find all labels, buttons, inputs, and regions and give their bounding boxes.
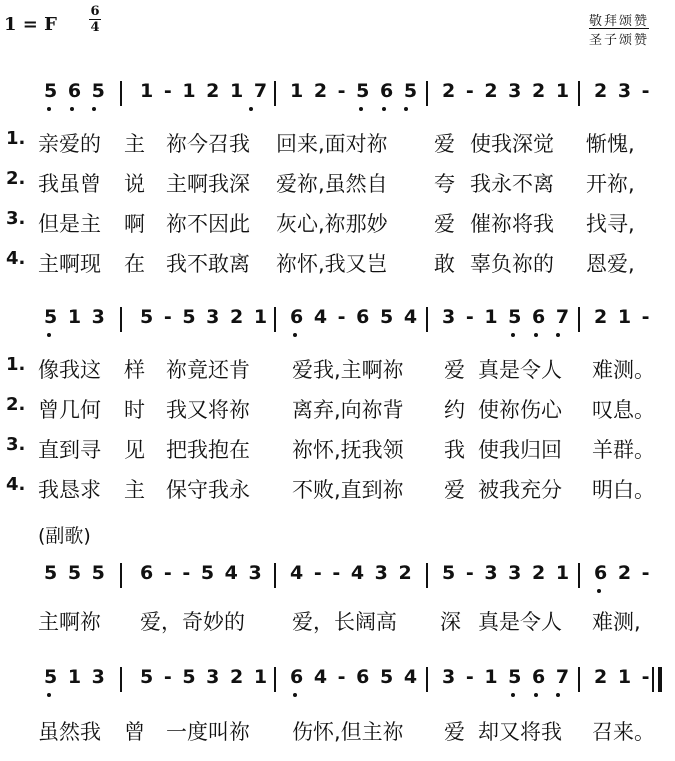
low-octave-dot bbox=[47, 333, 51, 337]
low-octave-dot bbox=[556, 333, 560, 337]
verse-number: 1. bbox=[6, 128, 26, 149]
lyric-word: 不败,直到祢 bbox=[292, 478, 404, 502]
lyric-word: 催祢将我 bbox=[470, 212, 554, 236]
low-octave-dot bbox=[597, 589, 601, 593]
measure: 4 - - 4 3 2 bbox=[290, 562, 414, 584]
lyric-word: 开祢, bbox=[586, 172, 635, 196]
final-bar-line-thin bbox=[652, 667, 654, 692]
measure: 6 4 - 6 5 4 bbox=[290, 666, 420, 688]
verse-number: 4. bbox=[6, 474, 26, 495]
low-octave-dot bbox=[293, 693, 297, 697]
lyric-word: 恩爱, bbox=[586, 252, 635, 276]
low-octave-dot bbox=[511, 333, 515, 337]
verse-number: 1. bbox=[6, 354, 26, 375]
lyric-word: 约 bbox=[444, 398, 465, 422]
lyric-word: 明白。 bbox=[592, 478, 655, 502]
low-octave-dot bbox=[556, 693, 560, 697]
lyric-word: 祢不因此 bbox=[166, 212, 250, 236]
measure: 6 2 - bbox=[594, 562, 652, 584]
credit-line-2: 圣子颂赞 bbox=[588, 33, 649, 48]
lyric-line bbox=[0, 606, 675, 636]
lyric-word: 时 bbox=[124, 398, 145, 422]
measure: 1 - 1 2 1 7 bbox=[140, 80, 270, 102]
measure: 2 1 - bbox=[594, 666, 652, 688]
lyric-word: 使祢伤心 bbox=[478, 398, 562, 422]
measure: 5 5 5 bbox=[44, 562, 107, 584]
lyric-line bbox=[0, 208, 675, 238]
lyric-word: 被我充分 bbox=[478, 478, 562, 502]
measure: 5 1 3 bbox=[44, 306, 107, 328]
lyric-word: 灰心,祢那妙 bbox=[276, 212, 388, 236]
verse-number: 2. bbox=[6, 168, 26, 189]
lyric-word: 主 bbox=[124, 478, 145, 502]
lyric-line bbox=[0, 354, 675, 384]
lyric-word: 爱 bbox=[444, 358, 465, 382]
lyric-word: 夸 bbox=[434, 172, 455, 196]
bar-line bbox=[426, 307, 428, 332]
refrain-label: (副歌) bbox=[38, 525, 91, 547]
lyric-word: 直到寻 bbox=[38, 438, 101, 462]
lyric-word: 在 bbox=[124, 252, 145, 276]
lyric-line bbox=[0, 394, 675, 424]
low-octave-dot bbox=[47, 693, 51, 697]
bar-line bbox=[120, 81, 122, 106]
lyric-word: 像我这 bbox=[38, 358, 101, 382]
lyric-word: 说 bbox=[124, 172, 145, 196]
low-octave-dot bbox=[70, 107, 74, 111]
verse-number: 2. bbox=[6, 394, 26, 415]
lyric-word: 伤怀,但主祢 bbox=[292, 720, 404, 744]
measure: 6 4 - 6 5 4 bbox=[290, 306, 420, 328]
verse-number: 3. bbox=[6, 208, 26, 229]
lyric-word: 曾 bbox=[124, 720, 145, 744]
lyric-word: 但是主 bbox=[38, 212, 101, 236]
lyric-word: 虽然我 bbox=[38, 720, 101, 744]
lyric-word: 爱 bbox=[444, 478, 465, 502]
lyric-word: 把我抱在 bbox=[166, 438, 250, 462]
lyric-word: 找寻, bbox=[586, 212, 635, 236]
lyric-word: 离弃,向祢背 bbox=[292, 398, 404, 422]
bar-line bbox=[578, 81, 580, 106]
lyric-word: 深 bbox=[440, 610, 461, 634]
song-credits bbox=[589, 12, 649, 50]
lyric-line bbox=[0, 248, 675, 278]
lyric-word: 叹息。 bbox=[592, 398, 655, 422]
measure: 6 - - 5 4 3 bbox=[140, 562, 264, 584]
lyric-word: 爱，长阔高 bbox=[292, 610, 397, 634]
time-signature bbox=[88, 4, 102, 35]
measure: 1 2 - 5 6 5 bbox=[290, 80, 420, 102]
lyric-word: 祢今召我 bbox=[166, 132, 250, 156]
lyric-word: 使我深觉 bbox=[470, 132, 554, 156]
verse-number: 4. bbox=[6, 248, 26, 269]
notation-row bbox=[0, 666, 675, 694]
lyric-word: 真是令人 bbox=[478, 358, 562, 382]
measure: 5 - 5 3 2 1 bbox=[140, 306, 270, 328]
lyric-word: 却又将我 bbox=[478, 720, 562, 744]
lyric-word: 爱，奇妙的 bbox=[140, 610, 245, 634]
lyric-word: 真是令人 bbox=[478, 610, 562, 634]
lyric-word: 我永不离 bbox=[470, 172, 554, 196]
measure: 5 6 5 bbox=[44, 80, 107, 102]
lyric-word: 爱祢,虽然自 bbox=[276, 172, 388, 196]
lyric-word: 回来,面对祢 bbox=[276, 132, 388, 156]
bar-line bbox=[274, 563, 276, 588]
measure: 5 1 3 bbox=[44, 666, 107, 688]
lyric-word: 召来。 bbox=[592, 720, 655, 744]
lyric-word: 保守我永 bbox=[166, 478, 250, 502]
key-signature: 1 = F bbox=[4, 14, 57, 35]
lyric-line bbox=[0, 168, 675, 198]
lyric-word: 我恳求 bbox=[38, 478, 101, 502]
lyric-word: 主啊我深 bbox=[166, 172, 250, 196]
lyric-word: 祢怀,我又岂 bbox=[276, 252, 388, 276]
lyric-word: 爱 bbox=[434, 212, 455, 236]
bar-line bbox=[274, 667, 276, 692]
low-octave-dot bbox=[382, 107, 386, 111]
credit-line-1: 敬拜颂赞 bbox=[588, 14, 649, 29]
bar-line bbox=[120, 667, 122, 692]
lyric-word: 啊 bbox=[124, 212, 145, 236]
notation-row bbox=[0, 306, 675, 334]
bar-line bbox=[120, 563, 122, 588]
measure: 5 - 5 3 2 1 bbox=[140, 666, 270, 688]
time-signature-bottom: 4 bbox=[90, 20, 100, 35]
bar-line bbox=[274, 307, 276, 332]
bar-line bbox=[578, 667, 580, 692]
lyric-word: 样 bbox=[124, 358, 145, 382]
lyric-word: 难测。 bbox=[592, 358, 655, 382]
lyric-line bbox=[0, 128, 675, 158]
bar-line bbox=[578, 307, 580, 332]
low-octave-dot bbox=[92, 107, 96, 111]
final-bar-line-thick bbox=[658, 667, 662, 692]
lyric-word: 主啊祢 bbox=[38, 610, 101, 634]
lyric-word: 爱我,主啊祢 bbox=[292, 358, 404, 382]
lyric-word: 曾几何 bbox=[38, 398, 101, 422]
measure: 3 - 1 5 6 7 bbox=[442, 306, 572, 328]
bar-line bbox=[426, 667, 428, 692]
time-signature-top: 6 bbox=[90, 4, 100, 19]
lyric-word: 祢竟还肯 bbox=[166, 358, 250, 382]
bar-line bbox=[578, 563, 580, 588]
lyric-word: 我不敢离 bbox=[166, 252, 250, 276]
lyric-word: 使我归回 bbox=[478, 438, 562, 462]
lyric-word: 辜负祢的 bbox=[470, 252, 554, 276]
measure: 2 3 - bbox=[594, 80, 652, 102]
lyric-line bbox=[0, 716, 675, 746]
low-octave-dot bbox=[511, 693, 515, 697]
lyric-word: 主啊现 bbox=[38, 252, 101, 276]
measure: 2 - 2 3 2 1 bbox=[442, 80, 572, 102]
lyric-word: 亲爱的 bbox=[38, 132, 101, 156]
lyric-word: 爱 bbox=[434, 132, 455, 156]
lyric-word: 我又将祢 bbox=[166, 398, 250, 422]
bar-line bbox=[120, 307, 122, 332]
lyric-word: 我 bbox=[444, 438, 465, 462]
measure: 3 - 1 5 6 7 bbox=[442, 666, 572, 688]
lyric-word: 难测, bbox=[592, 610, 641, 634]
lyric-line bbox=[0, 474, 675, 504]
bar-line bbox=[426, 81, 428, 106]
notation-row bbox=[0, 80, 675, 108]
measure: 2 1 - bbox=[594, 306, 652, 328]
low-octave-dot bbox=[534, 693, 538, 697]
bar-line bbox=[274, 81, 276, 106]
measure: 5 - 3 3 2 1 bbox=[442, 562, 572, 584]
lyric-line bbox=[0, 434, 675, 464]
notation-row bbox=[0, 562, 675, 590]
low-octave-dot bbox=[47, 107, 51, 111]
lyric-word: 羊群。 bbox=[592, 438, 655, 462]
low-octave-dot bbox=[534, 333, 538, 337]
lyric-word: 祢怀,抚我领 bbox=[292, 438, 404, 462]
lyric-word: 主 bbox=[124, 132, 145, 156]
lyric-word: 惭愧, bbox=[586, 132, 635, 156]
low-octave-dot bbox=[249, 107, 253, 111]
low-octave-dot bbox=[404, 107, 408, 111]
lyric-word: 我虽曾 bbox=[38, 172, 101, 196]
verse-number: 3. bbox=[6, 434, 26, 455]
lyric-word: 一度叫祢 bbox=[166, 720, 250, 744]
lyric-word: 敢 bbox=[434, 252, 455, 276]
low-octave-dot bbox=[293, 333, 297, 337]
bar-line bbox=[426, 563, 428, 588]
low-octave-dot bbox=[359, 107, 363, 111]
lyric-word: 见 bbox=[124, 438, 145, 462]
lyric-word: 爱 bbox=[444, 720, 465, 744]
